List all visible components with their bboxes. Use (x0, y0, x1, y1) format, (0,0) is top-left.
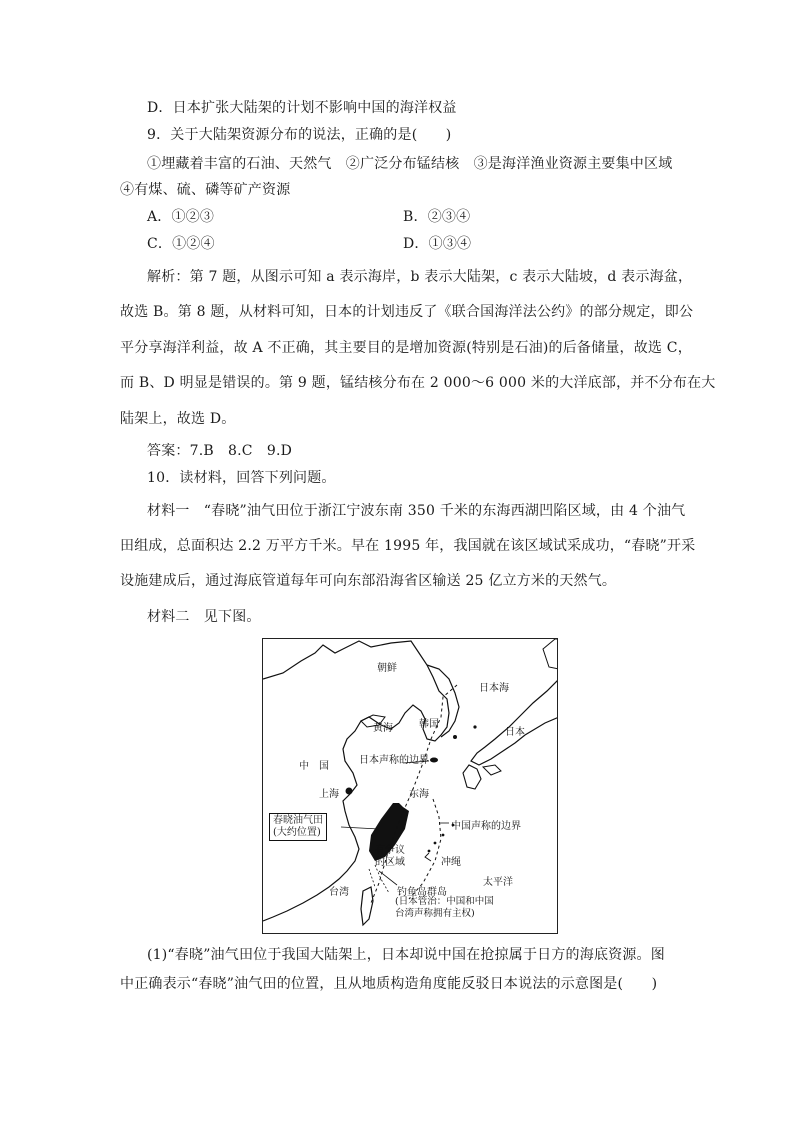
q10-stem: 10．读材料，回答下列问题。 (147, 470, 336, 486)
label-yellow-sea: 黄海 (373, 723, 393, 734)
disputed-lines (369, 865, 389, 893)
japan-boundary-marker (430, 758, 438, 763)
ryukyu-islet (434, 842, 437, 845)
q9-option-a: A．①②③ (147, 209, 215, 225)
taiwan-island (361, 887, 373, 925)
chunxiao-leader (341, 827, 379, 829)
q10-material1-line3: 设施建成后，通过海底管道每年可向东部沿海省区输送 25 亿立方米的天然气。 (120, 573, 617, 589)
japan-kyushu (463, 765, 481, 789)
korea-islet (453, 735, 457, 739)
diaoyu-leader (379, 871, 397, 885)
label-shanghai: 上海 (319, 789, 339, 800)
label-china-boundary: 中国声称的边界 (451, 821, 521, 832)
q9-option-b: B．②③④ (403, 209, 471, 225)
analysis-line3: 平分享海洋利益，故 A 不正确，其主要目的是增加资源(特别是石油)的后备储量，故选 C， (120, 340, 692, 356)
q10-material1-line2: 田组成，总面积达 2.2 万平方千米。早在 1995 年，我国就在该区域试采成功，“春晓”开采 (120, 538, 696, 554)
label-disputed-line1: 有争议 (375, 845, 405, 856)
label-diaoyu-note (395, 896, 494, 920)
label-pacific: 太平洋 (483, 877, 513, 888)
shanghai-dot (346, 788, 353, 795)
label-japan-boundary: 日本声称的边界 (359, 755, 429, 766)
label-taiwan: 台湾 (329, 887, 349, 898)
label-diaoyu-note2: 台湾声称拥有主权) (395, 908, 475, 919)
japan-islet (473, 725, 476, 728)
analysis-line4: 而 B、D 明显是错误的。第 9 题，锰结核分布在 2 000～6 000 米的大洋底部，并不分布在大 (120, 375, 716, 391)
label-diaoyu-note1: (日本管治：中国和中国 (395, 896, 494, 907)
q9-statements-line2: ④有煤、硫、磷等矿产资源 (120, 182, 291, 198)
label-north-korea: 朝鲜 (377, 663, 397, 674)
label-sea-of-japan: 日本海 (479, 683, 509, 694)
label-chunxiao-line2: (大约位置) (273, 827, 321, 838)
label-okinawa: 冲绳 (441, 857, 461, 868)
mainland-coast (263, 641, 449, 921)
okinawa-arrow (425, 853, 431, 861)
analysis-line5: 陆架上，故选 D。 (120, 411, 236, 427)
label-disputed-line2: 的区域 (375, 857, 405, 868)
label-disputed-area (375, 845, 405, 869)
q9-statements-line1: ①埋藏着丰富的石油、天然气 ②广泛分布锰结核 ③是海洋渔业资源主要集中区域 (147, 156, 673, 172)
q9-option-d: D．①③④ (403, 236, 472, 252)
hokkaido (543, 639, 558, 669)
answer: 答案：7.B 8.C 9.D (147, 443, 293, 459)
label-south-korea: 韩国 (419, 719, 439, 730)
q9-option-c: C．①②④ (147, 236, 215, 252)
analysis-line1: 解析：第 7 题，从图示可知 a 表示海岸，b 表示大陆架，c 表示大陆坡，d 表示海盆， (147, 269, 693, 285)
label-chunxiao-box (269, 813, 327, 841)
q10-sub1-line2: 中正确表示“春晓”油气田的位置，且从地质构造角度能反驳日本说法的示意图是( ) (120, 976, 658, 992)
label-japan: 日本 (505, 727, 525, 738)
q10-material1-line1: 材料一 “春晓”油气田位于浙江宁波东南 350 千米的东海西湖凹陷区域，由 4 个油气 (147, 503, 686, 519)
q8-option-d: D．日本扩张大陆架的计划不影响中国的海洋权益 (147, 100, 457, 116)
label-diaoyu: 钓鱼岛群岛 (397, 887, 447, 898)
east-china-sea-map (262, 638, 558, 934)
ryukyu-islet (428, 850, 431, 853)
label-east-sea: 东海 (409, 789, 429, 800)
q10-sub1-line1: (1)“春晓”油气田位于我国大陆架上，日本却说中国在抢掠属于日方的海底资源。图 (147, 947, 665, 963)
label-china: 中 国 (299, 761, 329, 772)
analysis-line2: 故选 B。第 8 题，从材料可知，日本的计划违反了《联合国海洋法公约》的部分规定，即公 (120, 304, 694, 320)
ryukyu-islet (442, 834, 445, 837)
q10-material2: 材料二 见下图。 (147, 609, 261, 625)
q9-stem: 9．关于大陆架资源分布的说法，正确的是( ) (147, 127, 452, 143)
label-chunxiao-line1: 春晓油气田 (273, 815, 323, 826)
japan-shikoku (483, 765, 501, 775)
